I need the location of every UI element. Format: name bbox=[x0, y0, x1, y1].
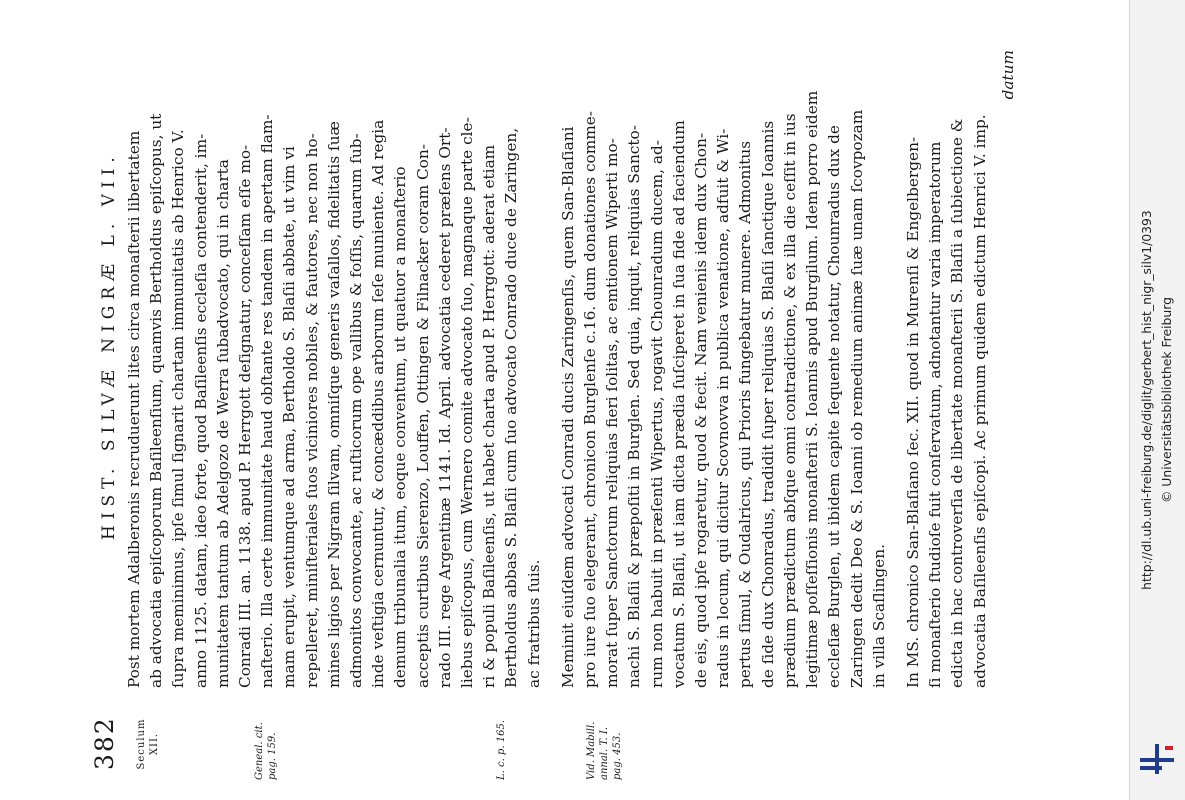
text-line: munitatem tantum ab Adelgozo de Werra ſubadvocato, qui in charta bbox=[213, 159, 232, 688]
text-line: mam erupit, ventumque ad arma, Bertholdo S. Blaſii abbate, ut vim vi bbox=[280, 146, 299, 688]
margin-note-saeculum: Seculum XII. bbox=[136, 718, 160, 770]
logo-accent-icon bbox=[1165, 746, 1173, 750]
text-line: radus in locum, qui dicitur Scovnovva in publica venatione, adfuit & Wi- bbox=[714, 128, 733, 688]
text-line: inde veſtigia cernuntur, & concæddibus arborum ſeſe muniente. Ad regia bbox=[369, 119, 388, 688]
text-line: rado III. rege Argentinæ 1141. Id. April. advocatia cederet præſens Ort- bbox=[435, 127, 454, 688]
text-line: anno 1125. datam, ideo forte, quod Baſileenſis eccleſia contenderit, im- bbox=[191, 133, 210, 688]
text-line: eccleſiæ Burglen, ut ibidem capite ſequente notatur, Chounradus dux de bbox=[825, 125, 844, 688]
text-line: de eis, quod ipſe rogaretur, quod & fecit. Nam venienis idem dux Chon- bbox=[692, 132, 711, 688]
text-line: vocatum S. Blaſii, ut iam dicta prædia ſuſciperet in ſua fide ad faciendum bbox=[669, 120, 688, 688]
text-line: Meminit eiuſdem advocati Conradi ducis Zaringenſis, quem San-Blaſiani bbox=[558, 126, 577, 688]
text-line: naſterio. Illa certe immunitate haud obſtante res tandem in apertam flam- bbox=[258, 114, 277, 688]
text-line: ac fratribus ſuis. bbox=[524, 559, 543, 688]
text-line: repelleret, miniſteriales ſuos viciniores nobiles, & fautores, nec non ho- bbox=[302, 133, 321, 688]
copyright-notice: © Universitätsbibliothek Freiburg bbox=[1159, 296, 1174, 504]
margin-note-mabill: Vid. Mabill. annal. T. I. pag. 453. bbox=[586, 721, 623, 780]
text-line: rum non habuit in præſenti Wipertus, rogavit Chounradum ducem, ad- bbox=[647, 140, 666, 688]
text-line: Post mortem Adalberonis recruduerunt lites circa monaſterii libertatem bbox=[125, 130, 143, 688]
text-line: mines ligios per Nigram ſilvam, omniſque generis vaſallos, fidelitatis ſuæ bbox=[324, 121, 343, 688]
text-line: legitimæ poſſeſſionis monaſterii S. Ioannis apud Burgilum. Idem porro eidem bbox=[803, 90, 822, 688]
text-line: Bertholdus abbas S. Blaſii cum ſuo advocato Conrado duce de Zaringen, bbox=[502, 127, 521, 688]
text-line: de ſide dux Chonradus, tradidit ſuper reliquias S. Blaſii ſanctique Ioannis bbox=[758, 120, 777, 688]
paragraph-1 bbox=[123, 50, 545, 710]
text-line: in villa Scaſlingen. bbox=[869, 544, 888, 688]
text-line: ri & populi Baſileenſis, ut habet charta apud P. Herrgott: aderat etiam bbox=[480, 144, 499, 688]
margin-note-geneal: Geneal. cit. pag. 159. bbox=[254, 722, 278, 780]
text-line: acceptis curtibus Sierenzo, Louffen, Ottingen & Filnacker coram Con- bbox=[413, 144, 432, 688]
book-page bbox=[65, 10, 1065, 790]
page-number: 382 bbox=[90, 716, 119, 770]
text-line: morat ſuper Sanctorum reliquias fieri ſolitas, ac emtionem Wiperti mo- bbox=[603, 138, 622, 688]
viewer-sidebar bbox=[1129, 0, 1185, 800]
logo-stem-icon bbox=[1155, 744, 1159, 774]
text-line: pro iure ſuo elegerant, chronicon Burglenſe c.16. dum donationes comme- bbox=[581, 111, 600, 688]
sidebar-text bbox=[1132, 10, 1182, 790]
text-line: In MS. chronico San-Blaſiano ſec. XII. quod in Murenſi & Engelbergen- bbox=[903, 136, 922, 688]
source-url-link[interactable]: http://dl.ub.uni-freiburg.de/diglit/gerbert_hist_nigr_silv1/0393 bbox=[1139, 210, 1154, 590]
running-head-title: HIST. SILVÆ NIGRÆ L. VII. bbox=[99, 151, 119, 540]
text-line: nachi S. Blaſii & præpoſiti in Burglen. Sed quia, inquit, reliquias Sancto- bbox=[625, 125, 644, 688]
text-line: admonitos convocante, ac ruſticorum ope vallibus & foſſis, quarum ſub- bbox=[347, 133, 366, 688]
text-line: demum tribunalia itum, eoque conventum, ut quatuor a monaſterio bbox=[391, 166, 410, 688]
library-logo-icon bbox=[1138, 740, 1176, 778]
text-line: advocatia Baſileenſis epiſcopi. Ac primum quidem edictum Henrici V. imp. bbox=[970, 114, 989, 688]
paragraph-3 bbox=[902, 50, 991, 710]
text-line: liebus epiſcopus, cum Wernero comite advocato ſuo, magnaque parte cle- bbox=[458, 117, 477, 688]
text-line: prædium prædictum abſque omni contradictione, & ex illa die ceſſit in ius bbox=[780, 113, 799, 688]
body-text bbox=[123, 50, 1031, 710]
margin-note-lc: L. c. p. 165. bbox=[496, 720, 507, 780]
text-line: ab advocatia epiſcoporum Baſileenſium, quamvis Bertholdus epiſcopus, ut bbox=[147, 113, 166, 688]
text-line: pertus ſimul, & Oudalricus, qui Prioris fungebatur munere. Admonitus bbox=[736, 140, 755, 688]
text-line: Zaringen dedit Deo & S. Ioanni ob remedium animæ ſuæ unam ſcovpozam bbox=[847, 109, 866, 688]
text-line: ſupra meminimus, ipſe ſimul ſignarit chartam immunitatis ab Henrico V. bbox=[169, 129, 188, 688]
text-line: ſi monaſterio ſtudioſe fuit conſervatum, adnotantur varia imperatorum bbox=[926, 141, 945, 688]
paragraph-2 bbox=[557, 50, 890, 710]
catchword: datum bbox=[998, 50, 1017, 100]
text-line: edicta in hac controverſia de libertate monaſterii S. Blaſii a ſubiectione & bbox=[948, 118, 967, 688]
text-line: Conradi III. an. 1138. apud P. Herrgott deſignatur, conceſſam eſſe mo- bbox=[236, 144, 255, 688]
